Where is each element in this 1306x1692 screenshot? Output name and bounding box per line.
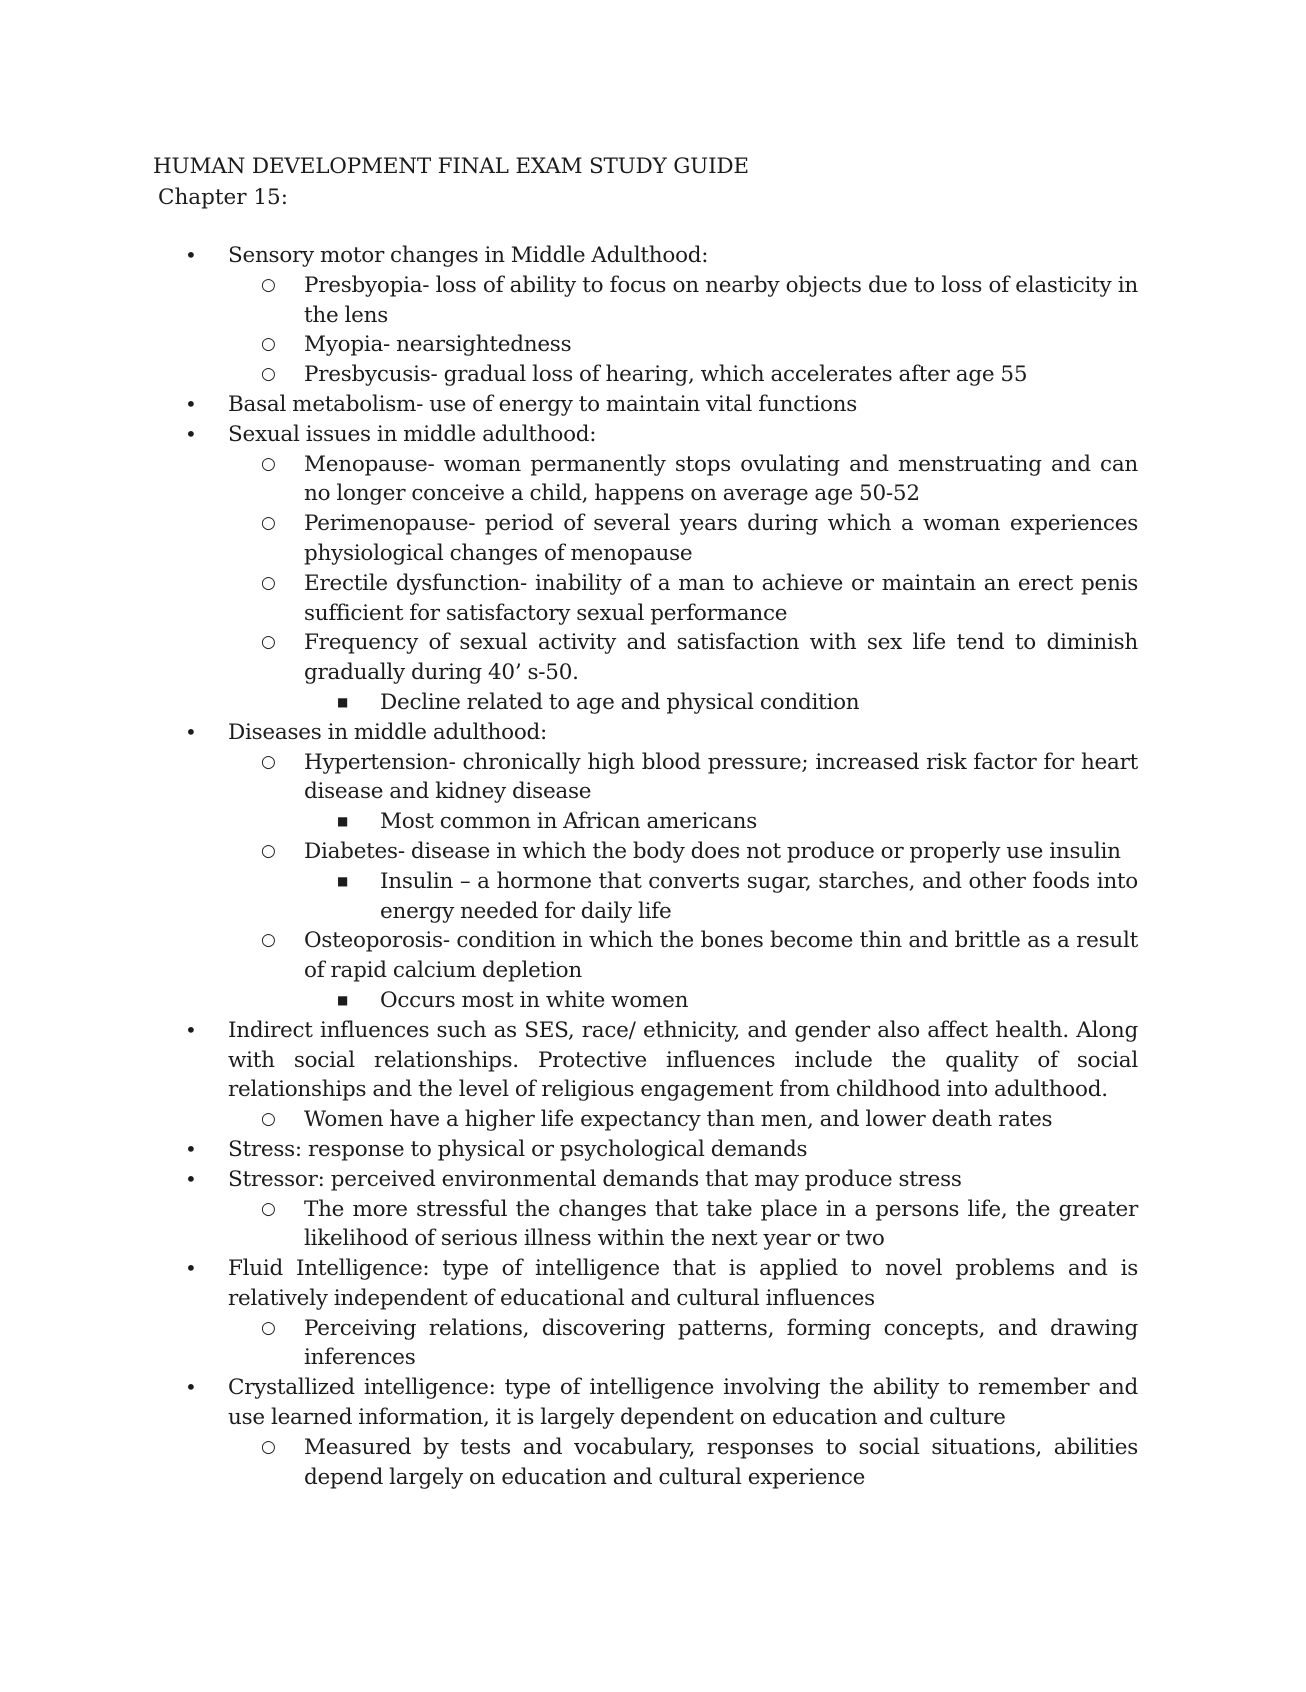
bullet-level-1-icon: • (185, 243, 197, 267)
outline-item-level-1 (185, 420, 1138, 450)
outline-item-level-1 (185, 390, 1138, 420)
bullet-level-3-icon: ■ (337, 694, 349, 709)
bullet-level-1-icon: • (185, 1166, 197, 1191)
outline-item-text: Insulin – a hormone that converts sugar, starches, and other foods into energy needed for daily life (380, 868, 1138, 924)
outline-item-level-1 (185, 1016, 1138, 1105)
outline-item-level-1 (185, 1135, 1138, 1165)
bullet-level-1-icon: • (185, 1375, 197, 1400)
bullet-level-1-icon: • (185, 1017, 197, 1042)
outline-item-text: Perimenopause- period of several years during which a woman experiences physiological changes of menopause (304, 511, 1138, 566)
outline-item-level-3 (337, 867, 1138, 927)
bullet-level-2-icon: ○ (261, 632, 276, 653)
outline-item-level-2 (261, 628, 1138, 688)
outline-item-level-2 (261, 330, 1138, 360)
outline-item-level-2 (261, 1314, 1138, 1374)
outline-item-text: Fluid Intelligence: type of intelligence that is applied to novel problems and is relatively independent of educational and cultural influences (228, 1256, 1138, 1311)
outline-item-level-1 (185, 1165, 1138, 1195)
bullet-level-2-icon: ○ (261, 513, 276, 534)
document-title: HUMAN DEVELOPMENT FINAL EXAM STUDY GUIDE (153, 154, 749, 179)
bullet-level-2-icon: ○ (261, 1109, 276, 1130)
outline-item-level-2 (261, 1195, 1138, 1255)
outline-item-level-2 (261, 569, 1138, 629)
outline-item-level-2 (261, 1433, 1138, 1493)
outline-list (0, 241, 1306, 1492)
outline-item-text: The more stressful the changes that take place in a persons life, the greater likelihood of serious illness within the next year or two (304, 1196, 1138, 1252)
outline-item-text: Diseases in middle adulthood: (228, 719, 548, 745)
outline-item-text: Sexual issues in middle adulthood: (228, 421, 597, 447)
outline-item-text: Perceiving relations, discovering patterns, forming concepts, and drawing inferences (304, 1315, 1138, 1371)
outline-item-text: Most common in African americans (380, 809, 758, 835)
outline-item-level-2 (261, 837, 1138, 867)
bullet-level-1-icon: • (185, 1256, 197, 1281)
bullet-level-2-icon: ○ (261, 572, 276, 593)
bullet-level-2-icon: ○ (261, 751, 276, 772)
outline-item-level-2 (261, 509, 1138, 569)
outline-item-level-3 (337, 688, 1138, 718)
outline-item-level-1 (185, 1254, 1138, 1314)
bullet-level-2-icon: ○ (261, 840, 276, 861)
outline-item-text: Osteoporosis- condition in which the bones become thin and brittle as a result of rapid calcium depletion (304, 928, 1138, 984)
outline-item-text: Basal metabolism- use of energy to maintain vital functions (228, 391, 858, 417)
outline-item-level-2 (261, 271, 1138, 331)
outline-item-text: Women have a higher life expectancy than men, and lower death rates (304, 1107, 1053, 1133)
bullet-level-3-icon: ■ (337, 814, 349, 829)
outline-item-text: Hypertension- chronically high blood pressure; increased risk factor for heart disease and kidney disease (304, 749, 1138, 805)
outline-item-level-2 (261, 450, 1138, 510)
bullet-level-1-icon: • (185, 719, 197, 744)
outline-item-level-2 (261, 926, 1138, 986)
outline-item-text: Indirect influences such as SES, race/ ethnicity, and gender also affect health. Along with social relationships. Protective influences include the quality of social relationships and the level of religious engagement from childhood into adulthood. (228, 1017, 1138, 1103)
outline-item-level-1 (185, 1373, 1138, 1433)
outline-item-text: Crystallized intelligence: type of intelligence involving the ability to remember and use learned information, it is largely dependent on education and culture (228, 1375, 1138, 1431)
outline-item-text: Erectile dysfunction- inability of a man to achieve or maintain an erect penis sufficient for satisfactory sexual performance (304, 570, 1138, 626)
bullet-level-1-icon: • (185, 421, 197, 446)
outline-item-text: Menopause- woman permanently stops ovulating and menstruating and can no longer conceive a child, happens on average age 50-52 (304, 451, 1138, 507)
outline-item-level-1 (185, 718, 1138, 748)
outline-item-level-2 (261, 748, 1138, 808)
bullet-level-2-icon: ○ (261, 334, 276, 355)
outline-item-text: Presbyopia- loss of ability to focus on nearby objects due to loss of elasticity in the lens (304, 272, 1138, 328)
outline-item-level-3 (337, 986, 1138, 1016)
outline-item-text: Measured by tests and vocabulary, responses to social situations, abilities depend largely on education and cultural experience (304, 1434, 1138, 1490)
outline-item-level-3 (337, 807, 1138, 837)
bullet-level-2-icon: ○ (261, 1436, 276, 1457)
outline-item-level-1 (185, 241, 1138, 271)
outline-item-text: Myopia- nearsightedness (304, 332, 572, 358)
outline-item-text: Stressor: perceived environmental demands that may produce stress (228, 1166, 962, 1192)
bullet-level-3-icon: ■ (337, 873, 349, 888)
outline-item-text: Presbycusis- gradual loss of hearing, which accelerates after age 55 (304, 362, 1028, 388)
outline-item-text: Sensory motor changes in Middle Adulthood: (228, 243, 709, 268)
chapter-heading: Chapter 15: (158, 185, 288, 210)
bullet-level-3-icon: ■ (337, 992, 349, 1007)
bullet-level-2-icon: ○ (261, 1317, 276, 1338)
bullet-level-2-icon: ○ (261, 453, 276, 474)
outline-item-text: Stress: response to physical or psychological demands (228, 1136, 808, 1162)
outline-item-text: Occurs most in white women (380, 987, 689, 1013)
outline-item-level-2 (261, 1105, 1138, 1135)
bullet-level-2-icon: ○ (261, 1198, 276, 1219)
outline-item-level-2 (261, 360, 1138, 390)
bullet-level-2-icon: ○ (261, 930, 276, 951)
outline-item-text: Diabetes- disease in which the body does not produce or properly use insulin (304, 838, 1121, 864)
outline-item-text: Frequency of sexual activity and satisfaction with sex life tend to diminish gradually during 40’ s-50. (304, 630, 1138, 686)
bullet-level-2-icon: ○ (261, 274, 276, 295)
bullet-level-1-icon: • (185, 391, 197, 416)
bullet-level-1-icon: • (185, 1136, 197, 1161)
bullet-level-2-icon: ○ (261, 364, 276, 385)
outline-item-text: Decline related to age and physical condition (380, 689, 860, 715)
